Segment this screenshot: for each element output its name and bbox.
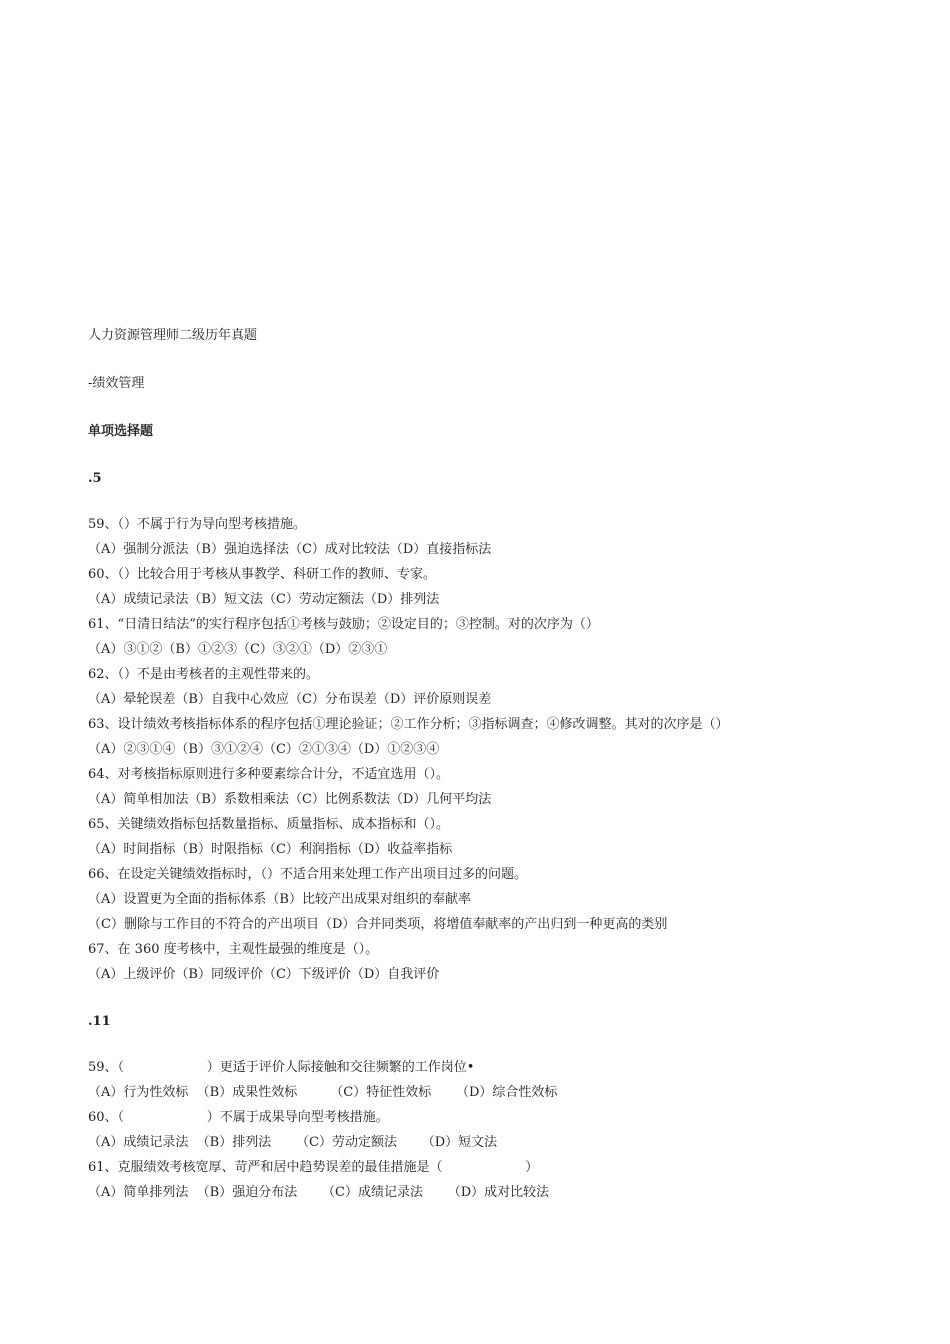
document-title: 人力资源管理师二级历年真题 <box>88 328 258 343</box>
question-line: 60、（）比较合用于考核从事教学、科研工作的教师、专家。 <box>88 567 437 582</box>
options-line: （A）晕轮误差（B）自我中心效应（C）分布误差（D）评价原则误差 <box>88 692 492 707</box>
options-line: （C）删除与工作目的不符合的产出项目（D）合并同类项，将增值奉献率的产出归到一种更高的类别 <box>88 917 668 932</box>
options-line: （A）时间指标（B）时限指标（C）利润指标（D）收益率指标 <box>88 842 453 857</box>
question-line: 64、对考核指标原则进行多种要素综合计分，不适宜选用（）。 <box>88 767 450 782</box>
question-line: 66、在设定关键绩效指标时，（）不适合用来处理工作产出项目过多的问题。 <box>88 867 528 882</box>
question-line: 61、克服绩效考核宽厚、苛严和居中趋势误差的最佳措施是（ ） <box>88 1160 539 1175</box>
options-line: （A）行为性效标 （B）成果性效标 （C）特征性效标 （D）综合性效标 <box>88 1085 558 1100</box>
question-line: 61、“日清日结法”的实行程序包括①考核与鼓励；②设定目的；③控制。对的次序为（） <box>88 617 599 632</box>
section-heading: 单项选择题 <box>88 424 154 439</box>
options-line: （A）成绩记录法 （B）排列法 （C）劳动定额法 （D）短文法 <box>88 1135 498 1150</box>
question-line: 62、（）不是由考核者的主观性带来的。 <box>88 667 320 682</box>
options-line: （A）设置更为全面的指标体系（B）比较产出成果对组织的奉献率 <box>88 892 471 907</box>
options-line: （A）简单排列法 （B）强迫分布法 （C）成绩记录法 （D）成对比较法 <box>88 1185 550 1200</box>
document-subtitle: -绩效管理 <box>88 376 145 391</box>
options-line: （A）③①②（B）①②③（C）③②①（D）②③① <box>88 642 388 657</box>
options-line: （A）②③①④（B）③①②④（C）②①③④（D）①②③④ <box>88 742 440 757</box>
question-line: 60、（ ）不属于成果导向型考核措施。 <box>88 1110 389 1125</box>
question-line: 67、在 360 度考核中，主观性最强的维度是（）。 <box>88 942 379 957</box>
options-line: （A）强制分派法（B）强迫选择法（C）成对比较法（D）直接指标法 <box>88 542 492 557</box>
exam-year-label: .11 <box>88 1014 111 1029</box>
exam-year-label: .5 <box>88 471 102 486</box>
question-line: 59、（）不属于行为导向型考核措施。 <box>88 517 307 532</box>
options-line: （A）上级评价（B）同级评价（C）下级评价（D）自我评价 <box>88 967 440 982</box>
options-line: （A）简单相加法（B）系数相乘法（C）比例系数法（D）几何平均法 <box>88 792 492 807</box>
options-line: （A）成绩记录法（B）短文法（C）劳动定额法（D）排列法 <box>88 592 440 607</box>
question-line: 65、关键绩效指标包括数量指标、质量指标、成本指标和（）。 <box>88 817 450 832</box>
question-line: 63、设计绩效考核指标体系的程序包括①理论验证；②工作分析；③指标调查；④修改调整。其对的次序是（） <box>88 717 729 732</box>
question-line: 59、（ ）更适于评价人际接触和交往频繁的工作岗位• <box>88 1060 475 1075</box>
